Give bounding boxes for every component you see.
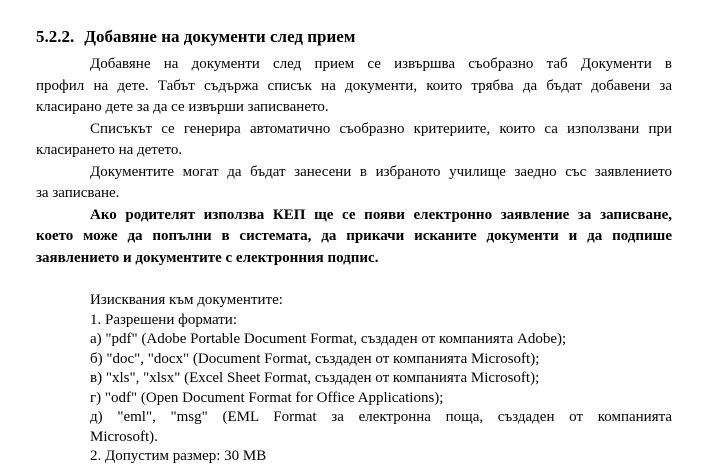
section-title: Добавяне на документи след прием <box>84 27 356 46</box>
requirements-intro: Изисквания към документите: <box>90 292 283 308</box>
format-item-eml-wrap: Microsoft). <box>90 428 158 445</box>
paragraph-line: класирането на детето. <box>36 142 183 158</box>
requirements-block <box>90 291 672 465</box>
paragraph-line: Ако родителят използва КЕП ще се появи електронно заявление за записване, <box>90 206 672 223</box>
paragraph-line: което може да попълни в системата, да прикачи исканите документи и да подпише <box>36 228 672 244</box>
format-item-doc: б) "doc", "docx" (Document Format, създаден от компанията Microsoft); <box>90 350 540 367</box>
formats-heading: 1. Разрешени формати: <box>90 311 237 328</box>
paragraph-line: Добавяне на документи след прием се извършва съобразно таб Документи в <box>90 56 672 72</box>
paragraph-line: Документите могат да бъдат занесени в избраното училище заедно със заявлението <box>90 163 672 180</box>
format-item-pdf: а) "pdf" (Adobe Portable Document Format, създаден от компанията Adobe); <box>90 331 567 347</box>
section-number: 5.2.2. <box>36 27 75 46</box>
document-body <box>36 54 672 465</box>
section-heading <box>36 26 672 48</box>
size-limit: 2. Допустим размер: 30 MB <box>90 448 267 464</box>
paragraph-line: за записване. <box>36 185 120 201</box>
format-item-eml: д) "eml", "msg" (EML Format за електронна поща, създаден от компанията <box>90 409 672 425</box>
paragraph-kep-bold <box>36 205 672 270</box>
paragraph-auto-list <box>36 119 672 162</box>
format-item-odf: г) "odf" (Open Document Format for Office Applications); <box>90 389 444 406</box>
paragraph-line: заявлението и документите с електронния подпис. <box>36 249 379 266</box>
paragraph-documents-tab <box>36 54 672 119</box>
paragraph-bring-to-school <box>36 162 672 205</box>
paragraph-line: профил на дете. Табът съдържа списък на документи, които трябва да бъдат добавени за <box>36 77 672 94</box>
format-item-xls: в) "xls", "xlsx" (Excel Sheet Format, създаден от компанията Microsoft); <box>90 370 540 386</box>
paragraph-line: Списъкът се генерира автоматично съобразно критериите, които са използвани при <box>90 120 672 137</box>
paragraph-line: класирано дете за да се извърши записването. <box>36 99 329 115</box>
